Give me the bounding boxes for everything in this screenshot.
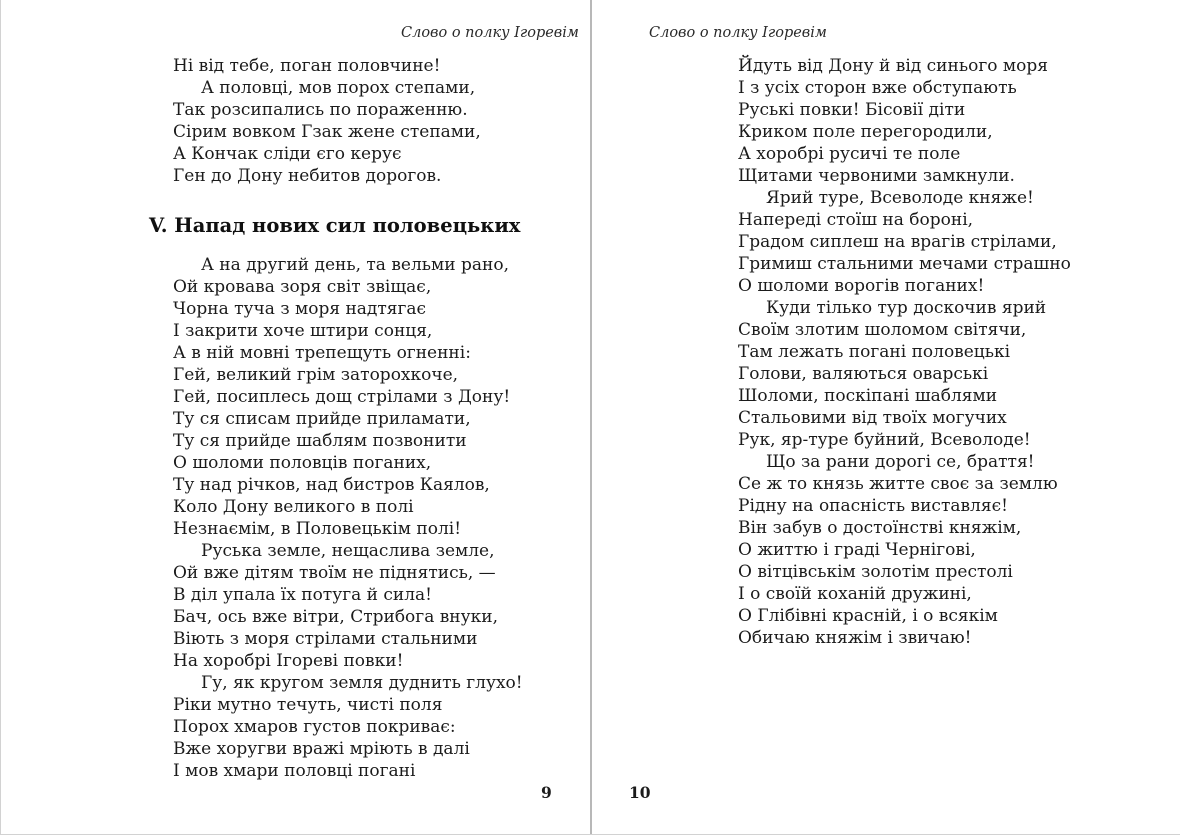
poem-line: Напереді стоїш на бороні,	[738, 210, 974, 230]
poem-line: Ой вже дітям твоїм не піднятись, —	[173, 563, 496, 583]
poem-line: Ярий туре, Всеволоде княже!	[766, 188, 1034, 208]
section-heading: V. Напад нових сил половецьких	[149, 214, 521, 237]
poem-line: О життю і граді Чернігові,	[738, 540, 976, 560]
poem-line: Коло Дону великого в полі	[173, 497, 414, 517]
poem-line: Порох хмаров густов покриває:	[173, 717, 456, 737]
poem-line: Гу, як кругом земля дуднить глухо!	[201, 673, 523, 693]
stanza-1	[173, 55, 481, 187]
poem-line: О шоломи половців поганих,	[173, 453, 432, 473]
poem-line: Куди тілько тур доскочив ярий	[766, 298, 1047, 318]
poem-line: Гей, великий грім заторохкоче,	[173, 365, 459, 385]
running-head-left: Слово о полку Ігоревім	[401, 25, 579, 41]
poem-line: Бач, ось вже вітри, Стрибога внуки,	[173, 607, 499, 627]
poem-line: А хоробрі русичі те поле	[738, 144, 961, 164]
poem-line: А половці, мов порох степами,	[201, 78, 476, 98]
stanza-right	[738, 55, 1071, 649]
poem-line: Так розсипались по пораженню.	[173, 100, 468, 120]
poem-line: Рідну на опасність виставляє!	[738, 496, 1008, 516]
poem-line: Віють з моря стрілами стальними	[173, 629, 478, 649]
page-divider-line	[590, 0, 592, 834]
poem-line: Вже хоругви вражі мріють в далі	[173, 739, 470, 759]
poem-line: Ту ся прийде шаблям позвонити	[173, 431, 467, 451]
poem-line: Обичаю княжім і звичаю!	[738, 628, 972, 648]
poem-line: Рук, яр-туре буйний, Всеволоде!	[738, 430, 1031, 450]
poem-line: Ту над річков, над бистров Каялов,	[173, 475, 490, 495]
page-number-left: 9	[541, 783, 552, 802]
poem-line: Чорна туча з моря надтягає	[173, 299, 427, 319]
poem-line: Шоломи, поскіпані шаблями	[738, 386, 998, 406]
poem-line: Руські повки! Бісовії діти	[738, 100, 966, 120]
poem-line: Ой кровава зоря світ звіщає,	[173, 277, 432, 297]
poem-line: Щитами червоними замкнули.	[738, 166, 1015, 186]
poem-line: Градом сиплеш на врагів стрілами,	[738, 232, 1057, 252]
poem-line: Своїм злотим шоломом світячи,	[738, 320, 1027, 340]
poem-line: Голови, валяються оварські	[738, 364, 989, 384]
poem-line: Се ж то князь житте своє за землю	[738, 474, 1058, 494]
poem-line: Руська земле, нещаслива земле,	[201, 541, 495, 561]
stanza-2	[173, 254, 523, 782]
poem-line: Там лежать погані половецькі	[738, 342, 1011, 362]
poem-line: Йдуть від Дону й від синього моря	[738, 56, 1048, 76]
poem-line: Незнаємім, в Половецькім полі!	[173, 519, 462, 539]
poem-line: А Кончак сліди єго керує	[173, 144, 402, 164]
poem-line: О Глібівні красній, і о всякім	[738, 606, 998, 626]
poem-line: О шоломи ворогів поганих!	[738, 276, 985, 296]
poem-line: І о своїй коханій дружині,	[738, 584, 972, 604]
poem-line: І закрити хоче штири сонця,	[173, 321, 433, 341]
poem-line: Ріки мутно течуть, чисті поля	[173, 695, 443, 715]
poem-line: Гей, посиплесь дощ стрілами з Дону!	[173, 387, 511, 407]
poem-line: Криком поле перегородили,	[738, 122, 993, 142]
poem-line: Ту ся списам прийде приламати,	[173, 409, 471, 429]
poem-line: Стальовими від твоїх могучих	[738, 408, 1007, 428]
poem-line: Ген до Дону небитов дорогов.	[173, 166, 442, 186]
poem-line: О вітцівськім золотім престолі	[738, 562, 1013, 582]
poem-line: Сірим вовком Гзак жене степами,	[173, 122, 481, 142]
poem-line: А в ній мовні трепещуть огненні:	[173, 343, 471, 363]
poem-line: І з усіх сторон вже обступають	[738, 78, 1017, 98]
poem-line: На хоробрі Ігореві повки!	[173, 651, 404, 671]
poem-line: І мов хмари половці погані	[173, 761, 416, 781]
poem-line: А на другий день, та вельми рано,	[201, 255, 509, 275]
poem-line: Гримиш стальними мечами страшно	[738, 254, 1071, 274]
poem-line: Він забув о достоїнстві княжім,	[738, 518, 1022, 538]
running-head-right: Слово о полку Ігоревім	[649, 25, 827, 41]
poem-line: Що за рани дорогі се, браття!	[766, 452, 1035, 472]
page-number-right: 10	[629, 783, 651, 802]
poem-line: В діл упала їх потуга й сила!	[173, 585, 433, 605]
poem-line: Ні від тебе, поган половчине!	[173, 56, 441, 76]
